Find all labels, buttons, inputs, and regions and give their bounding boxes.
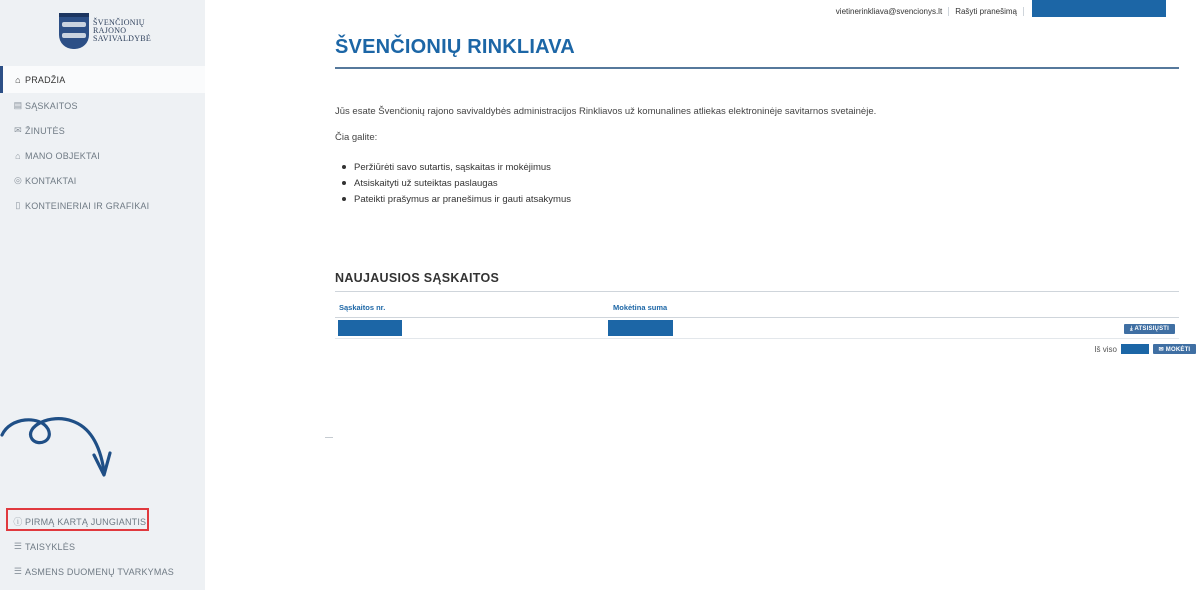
list-item: Pateikti prašymus ar pranešimus ir gauti atsakymus [342, 191, 571, 207]
column-invoice-no: Sąskaitos nr. [339, 303, 386, 312]
divider [325, 437, 333, 438]
list-item: Peržiūrėti savo sutartis, sąskaitas ir mokėjimus [342, 159, 571, 175]
calendar-icon: ▯ [15, 200, 21, 210]
intro-text: Jūs esate Švenčionių rajono savivaldybės administracijos Rinkliavos už komunalines atliekas elektroninėje savitarnos svetainėje. [335, 106, 877, 117]
contact-icon: ◎ [13, 175, 23, 185]
main-nav [0, 66, 205, 218]
can-label: Čia galite: [335, 132, 378, 143]
features-list [342, 159, 571, 207]
sidebar-item-label: PRADŽIA [25, 74, 66, 85]
sidebar-item-label: ASMENS DUOMENŲ TVARKYMAS [25, 566, 174, 577]
list-icon: ☰ [13, 541, 23, 551]
invoice-number-redacted [338, 320, 402, 336]
download-button[interactable]: ⤓ ATSISIŲSTI [1124, 324, 1175, 334]
logo-line-3: SAVIVALDYBĖ [93, 34, 152, 43]
total-amount-redacted [1121, 344, 1149, 354]
info-icon: ⓘ [13, 517, 23, 527]
sidebar-item-label: ŽINUTĖS [25, 125, 65, 136]
sidebar-item-label: PIRMĄ KARTĄ JUNGIANTIS [25, 516, 147, 527]
logo-line-2: RAJONO [93, 26, 127, 35]
sidebar-item-messages[interactable] [0, 118, 205, 143]
sidebar-item-label: MANO OBJEKTAI [25, 150, 100, 161]
section-divider [335, 291, 1179, 292]
invoice-icon: ▤ [13, 100, 23, 110]
sidebar [0, 0, 205, 590]
top-bar [836, 0, 1200, 22]
write-message-link[interactable]: Rašyti pranešimą [955, 7, 1024, 16]
title-divider [335, 67, 1179, 69]
sidebar-item-containers[interactable] [0, 193, 205, 218]
sidebar-item-data-processing[interactable] [0, 559, 205, 584]
amount-redacted [608, 320, 673, 336]
page-title: ŠVENČIONIŲ RINKLIAVA [335, 36, 575, 58]
total-label: Iš viso [1094, 344, 1117, 354]
sidebar-item-label: SĄSKAITOS [25, 100, 78, 111]
invoices-table [335, 298, 1179, 339]
sidebar-item-label: TAISYKLĖS [25, 541, 76, 552]
sidebar-item-label: KONTEINERIAI IR GRAFIKAI [25, 200, 150, 211]
sidebar-item-contacts[interactable] [0, 168, 205, 193]
logo-line-1: ŠVENČIONIŲ [93, 18, 145, 27]
table-header [335, 298, 1179, 318]
pay-button[interactable]: ✉ MOKĖTI [1153, 344, 1196, 354]
sidebar-item-label: KONTAKTAI [25, 175, 77, 186]
list-item: Atsiskaityti už suteiktas paslaugas [342, 175, 571, 191]
logo-text [93, 19, 151, 43]
column-amount: Mokėtina suma [613, 303, 668, 312]
sidebar-item-my-objects[interactable] [0, 143, 205, 168]
list-icon: ☰ [13, 566, 23, 576]
user-email-link[interactable]: vietinerinkliava@svencionys.lt [836, 7, 949, 16]
coat-of-arms-icon [59, 13, 89, 49]
home-icon: ⌂ [15, 74, 21, 85]
invoices-title: NAUJAUSIOS SĄSKAITOS [335, 271, 500, 285]
highlight-frame [6, 508, 149, 531]
total-row [1094, 344, 1196, 354]
mail-icon: ✉ [14, 125, 22, 135]
sidebar-item-rules[interactable] [0, 534, 205, 559]
arrow-annotation-icon [0, 405, 120, 485]
house-icon: ⌂ [15, 150, 21, 161]
sidebar-item-invoices[interactable] [0, 93, 205, 118]
table-row [335, 318, 1179, 339]
sidebar-item-home[interactable] [0, 66, 205, 93]
municipality-logo[interactable] [59, 13, 151, 49]
user-account-button[interactable] [1032, 0, 1166, 17]
